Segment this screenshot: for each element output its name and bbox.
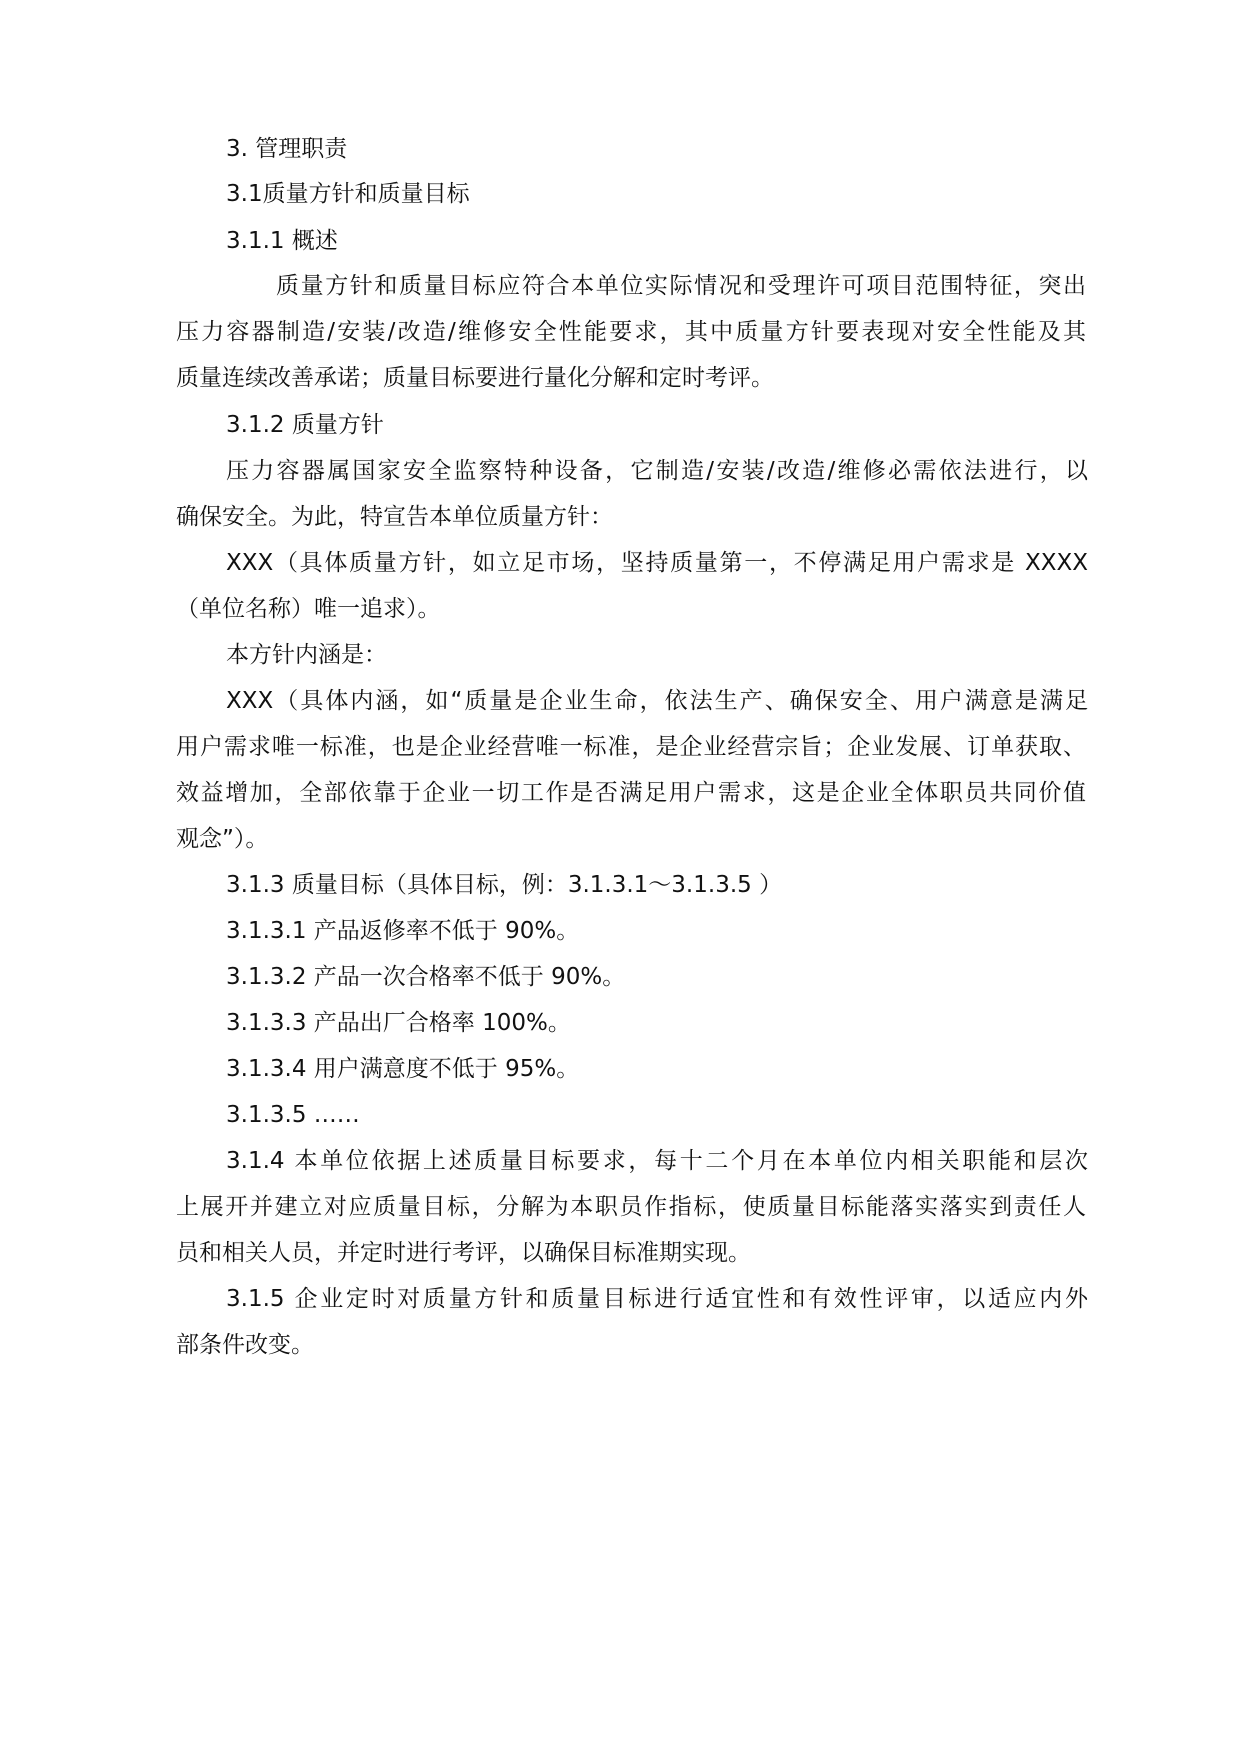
overview-line-2: 压力容器制造/安装/改造/维修安全性能要求，其中质量方针要表现对安全性能及其 [176, 319, 1086, 345]
section-heading: 3. 管理职责 [226, 136, 348, 162]
objective-3-1-3-3: 3.1.3.3 产品出厂合格率 100%。 [226, 1010, 571, 1036]
connotation-line-1: XXX（具体内涵，如“质量是企业生命，依法生产、确保安全、用户满意是满足 [226, 688, 1088, 714]
heading-3-1-2-quality-policy: 3.1.2 质量方针 [226, 412, 384, 438]
policy-text-line-1: XXX（具体质量方针，如立足市场，坚持质量第一，不停满足用户需求是 XXXX [226, 550, 1088, 576]
policy-intro-line-2: 确保安全。为此，特宣告本单位质量方针： [176, 504, 613, 530]
objective-3-1-3-5: 3.1.3.5 …… [226, 1102, 360, 1128]
overview-line-3: 质量连续改善承诺；质量目标要进行量化分解和定时考评。 [176, 365, 774, 391]
section-3-1-4-line-3: 员和相关人员，并定时进行考评，以确保目标准期实现。 [176, 1240, 751, 1266]
sub-heading-quality-policy-objectives: 3.1质量方针和质量目标 [226, 181, 470, 207]
connotation-line-4: 观念”）。 [176, 826, 269, 852]
section-3-1-4-line-1: 3.1.4 本单位依据上述质量目标要求，每十二个月在本单位内相关职能和层次 [226, 1148, 1088, 1174]
overview-line-1: 质量方针和质量目标应符合本单位实际情况和受理许可项目范围特征，突出 [276, 273, 1086, 299]
objective-3-1-3-1: 3.1.3.1 产品返修率不低于 90%。 [226, 918, 580, 944]
heading-3-1-1-overview: 3.1.1 概述 [226, 228, 338, 254]
connotation-label: 本方针内涵是： [226, 642, 387, 668]
connotation-line-3: 效益增加，全部依靠于企业一切工作是否满足用户需求，这是企业全体职员共同价值 [176, 780, 1086, 806]
policy-intro-line-1: 压力容器属国家安全监察特种设备，它制造/安装/改造/维修必需依法进行，以 [226, 458, 1088, 484]
heading-3-1-3-quality-objectives: 3.1.3 质量目标（具体目标，例：3.1.3.1～3.1.3.5 ） [226, 872, 783, 898]
objective-3-1-3-2: 3.1.3.2 产品一次合格率不低于 90%。 [226, 964, 626, 990]
objective-3-1-3-4: 3.1.3.4 用户满意度不低于 95%。 [226, 1056, 580, 1082]
connotation-line-2: 用户需求唯一标准，也是企业经营唯一标准，是企业经营宗旨；企业发展、订单获取、 [176, 734, 1086, 760]
section-3-1-5-line-1: 3.1.5 企业定时对质量方针和质量目标进行适宜性和有效性评审，以适应内外 [226, 1286, 1088, 1312]
section-3-1-5-line-2: 部条件改变。 [176, 1332, 314, 1358]
policy-text-line-2: （单位名称）唯一追求）。 [176, 596, 441, 622]
section-3-1-4-line-2: 上展开并建立对应质量目标，分解为本职员作指标，使质量目标能落实落实到责任人 [176, 1194, 1086, 1220]
